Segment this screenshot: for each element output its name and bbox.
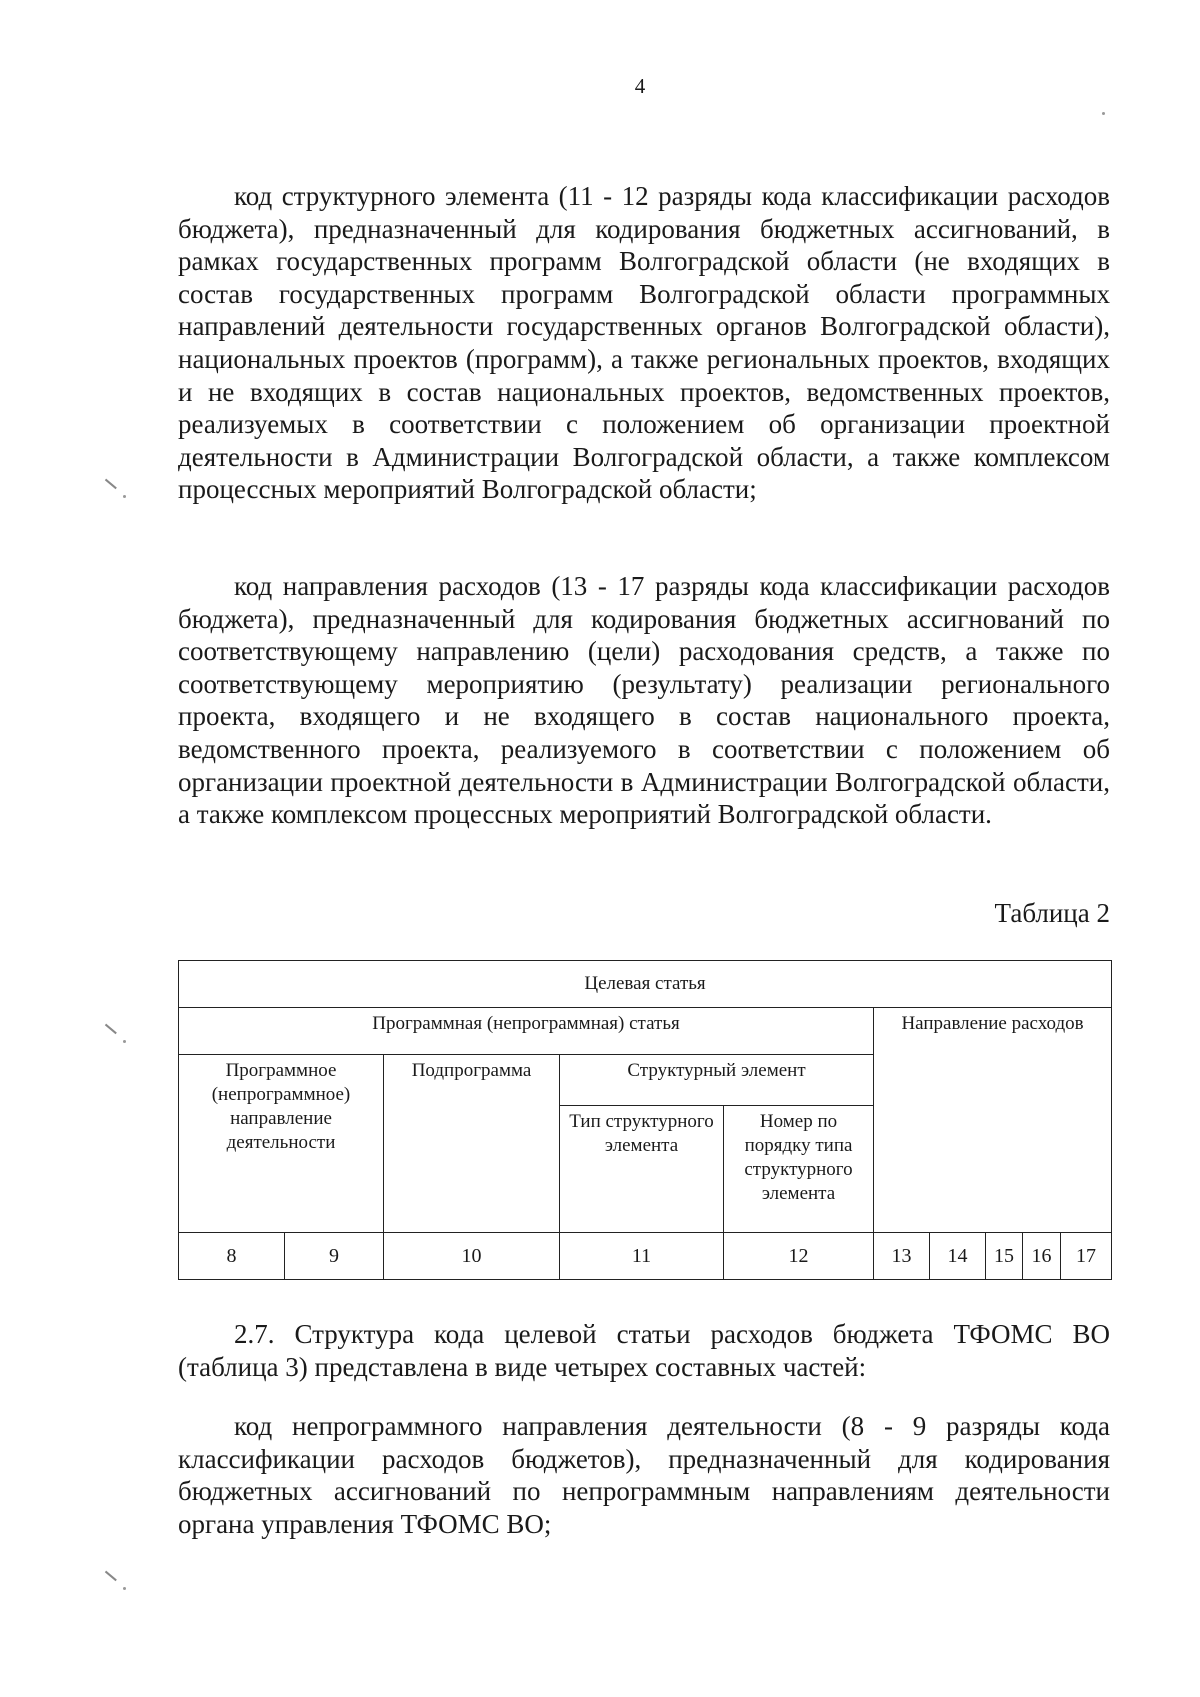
digit-cell: 8 [179, 1233, 285, 1280]
scan-dot [123, 495, 126, 498]
paragraph-expense-direction-code: код направления расходов (13 - 17 разряды кода классификации расходов бюджета), предназначенный для кодирования бюджетных ассигнований по соответствующему направлению (цели) расходования средств, а также по соответствующему мероприятию (результату) реализации регионального проекта, входящего и не входящего в состав национального проекта, ведомственного проекта, реализуемого в соответствии с положением об организации проектной деятельности в Администрации Волгоградской области, а также комплексом процессных мероприятий Волгоградской области. [178, 571, 1110, 830]
table-title-cell: Целевая статья [179, 961, 1112, 1008]
digit-cell: 15 [986, 1233, 1023, 1280]
digit-cell: 9 [285, 1233, 384, 1280]
scan-dot [123, 1587, 126, 1590]
digit-cell: 14 [930, 1233, 986, 1280]
scan-mark [105, 479, 117, 489]
scan-mark [105, 1024, 117, 1034]
page-number: 4 [634, 74, 646, 98]
paragraph-nonprogram-direction-code: код непрограммного направления деятельности (8 - 9 разряды кода классификации расходов бюджетов), предназначенный для кодирования бюджетных ассигнований по непрограммным направлениям деятельности органа управления ТФОМС ВО; [178, 1411, 1110, 1539]
digit-cell: 12 [724, 1233, 874, 1280]
structural-element-header: Структурный элемент [560, 1055, 874, 1106]
scan-dot [123, 1040, 126, 1043]
table-caption: Таблица 2 [994, 898, 1110, 928]
program-article-header: Программная (непрограммная) статья [179, 1008, 874, 1055]
digit-cell: 16 [1023, 1233, 1061, 1280]
target-article-table [178, 960, 1112, 1280]
program-direction-header: Программное (непрограммное) направление деятельности [179, 1055, 384, 1233]
digit-cell: 11 [560, 1233, 724, 1280]
scan-mark [105, 1571, 117, 1581]
element-number-header: Номер по порядку типа структурного элемента [724, 1106, 874, 1233]
digit-cell: 17 [1061, 1233, 1112, 1280]
paragraph-structural-element-code: код структурного элемента (11 - 12 разряды кода классификации расходов бюджета), предназначенный для кодирования бюджетных ассигнований, в рамках государственных программ Волгоградской области (не входящих в состав государственных программ Волгоградской области программных направлений деятельности государственных органов Волгоградской области), национальных проектов (программ), а также региональных проектов, входящих и не входящих в состав национальных проектов, ведомственных проектов, реализуемых в соответствии с положением об организации проектной деятельности в Администрации Волгоградской области, а также комплексом процессных мероприятий Волгоградской области; [178, 181, 1110, 505]
expense-direction-header: Направление расходов [874, 1008, 1112, 1233]
subprogram-header: Подпрограмма [384, 1055, 560, 1233]
element-type-header: Тип структурного элемента [560, 1106, 724, 1233]
digit-cell: 13 [874, 1233, 930, 1280]
paragraph-section-2-7: 2.7. Структура кода целевой статьи расходов бюджета ТФОМС ВО (таблица 3) представлена в виде четырех составных частей: [178, 1319, 1110, 1382]
scan-dot [1102, 112, 1105, 115]
digit-cell: 10 [384, 1233, 560, 1280]
